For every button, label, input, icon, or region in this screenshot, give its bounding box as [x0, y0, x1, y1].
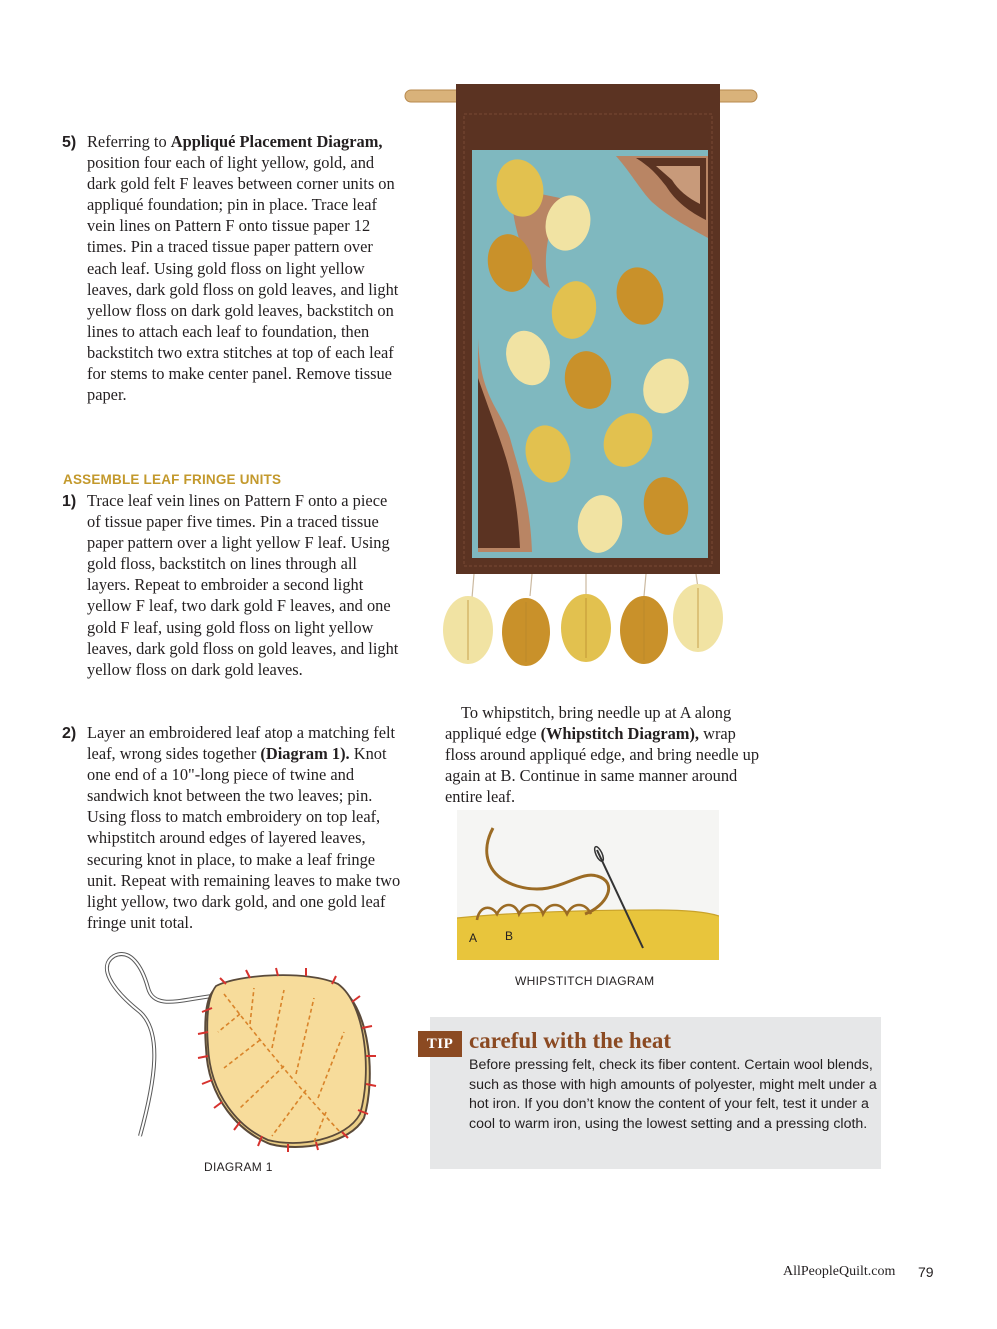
label-b: B: [505, 929, 514, 943]
section-heading: ASSEMBLE LEAF FRINGE UNITS: [63, 472, 282, 487]
tip-title: careful with the heat: [469, 1028, 672, 1053]
step-5-text: Referring to Appliqué Placement Diagram, position four each of light yellow, gold, and dark gold felt F leaves between corner units on appliqué foundation; pin in place. Trace leaf vein lines on Pattern F onto tissue paper 12 times. Pin a traced tissue paper pattern over each leaf. Using gold floss on light yellow leaves, dark gold floss on gold leaves, and light yellow floss on dark gold leaves, backstitch on lines to attach each leaf to foundation, then backstitch two extra stitches at top of each leaf for stems to make center panel. Remove tissue paper.: [87, 132, 399, 405]
step-2-text: Layer an embroidered leaf atop a matching felt leaf, wrong sides together (Diagram 1). Knot one end of a 10"-long piece of twine and sandwich knot between the two leaves; pin. Using floss to match embroidery on top leaf, whipstitch around edges of layered leaves, securing knot in place, to make a leaf fringe unit. Repeat with remaining leaves to make two light yellow, two dark gold, and one gold leaf fringe unit total.: [87, 723, 401, 932]
leaf-diagram: [100, 948, 380, 1154]
step-1-text: Trace leaf vein lines on Pattern F onto a piece of tissue paper five times. Pin a traced tissue paper pattern over a light yellow F leaf. Using gold floss, backstitch on lines through all layers. Repeat to embroider a second light yellow F leaf, two dark gold F leaves, and one gold F leaf, using gold floss on light yellow leaves, dark gold floss on gold leaves, and light yellow floss on dark gold leaves.: [87, 491, 399, 679]
step-2-number: 2): [62, 725, 77, 742]
whipstitch-note: To whipstitch, bring needle up at A along appliqué edge (Whipstitch Diagram), wrap floss around appliqué edge, and bring needle up again at B. Continue in same manner around entire leaf.: [445, 703, 760, 807]
step-1-number: 1): [62, 493, 77, 510]
whipstitch-diagram: [457, 810, 719, 960]
diagram-1-caption: DIAGRAM 1: [204, 1160, 273, 1174]
footer-site: AllPeopleQuilt.com: [783, 1264, 896, 1279]
wall-hanging-photo: [400, 78, 770, 678]
label-a: A: [469, 931, 478, 945]
tip-badge: TIP: [418, 1031, 462, 1057]
page-number: 79: [918, 1264, 934, 1280]
tip-body: Before pressing felt, check its fiber content. Certain wool blends, such as those with high amounts of polyester, might melt under a hot iron. If you don’t know the content of your felt, test it under a cool to warm iron, using the lowest setting and a pressing cloth.: [469, 1057, 877, 1132]
whipstitch-caption: WHIPSTITCH DIAGRAM: [515, 974, 655, 988]
step-5-number: 5): [62, 134, 77, 151]
